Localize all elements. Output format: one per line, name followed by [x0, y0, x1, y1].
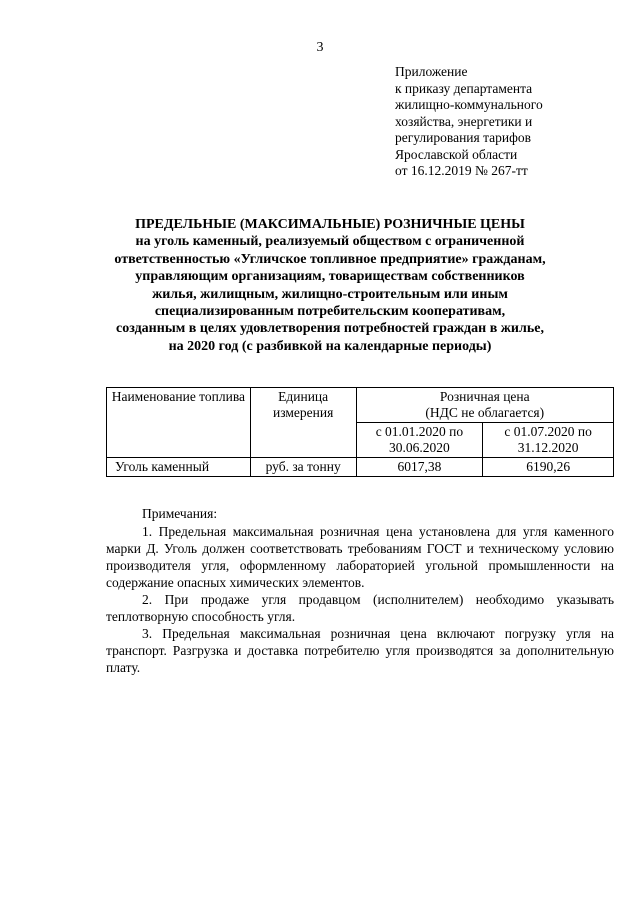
appendix-line: хозяйства, энергетики и — [395, 113, 533, 129]
notes-heading: Примечания: — [142, 506, 218, 521]
table-row — [107, 458, 614, 477]
appendix-block — [395, 64, 543, 180]
title-line: специализированным потребительским кооперативам, — [154, 304, 506, 320]
cell-price-2: 6190,26 — [483, 458, 614, 477]
header-vat-label: (НДС не облагается) — [425, 405, 545, 420]
title-line: ПРЕДЕЛЬНЫЕ (МАКСИМАЛЬНЫЕ) РОЗНИЧНЫЕ ЦЕНЫ — [135, 217, 525, 232]
notes-section — [106, 505, 614, 676]
appendix-line: Приложение — [395, 64, 468, 79]
title-line: жилья, жилищным, жилищно-строительным или иным — [152, 286, 508, 302]
note-item: 1. Предельная максимальная розничная цена установлена для угля каменного марки Д. Уголь должен соответствовать требованиям ГОСТ и техническому условию производителя угля, оформленному лабораторией угольной промышленности на содержание опасных химических элементов. — [106, 524, 614, 590]
title-line: управляющим организациям, товариществам собственников — [135, 269, 525, 285]
header-price — [356, 388, 613, 423]
cell-price-1: 6017,38 — [356, 458, 483, 477]
header-period-2: с 01.07.2020 по 31.12.2020 — [483, 423, 614, 458]
header-price-label: Розничная цена — [439, 389, 530, 404]
title-line: на уголь каменный, реализуемый обществом с ограниченной — [135, 234, 525, 250]
header-unit: Единица измерения — [250, 388, 356, 458]
page-number: 3 — [316, 40, 324, 55]
appendix-line: регулирования тарифов — [395, 130, 532, 145]
appendix-line: жилищно-коммунального — [395, 97, 543, 112]
price-table — [106, 387, 614, 477]
cell-unit: руб. за тонну — [250, 458, 356, 477]
document-title — [70, 216, 590, 355]
appendix-line: Ярославской области — [395, 146, 518, 162]
appendix-line: к приказу департамента — [395, 80, 533, 96]
title-line: на 2020 год (с разбивкой на календарные периоды) — [168, 338, 492, 354]
note-item: 3. Предельная максимальная розничная цена включают погрузку угля на транспорт. Разгрузка и доставка потребителю угля производятся за дополнительную плату. — [106, 626, 614, 675]
cell-fuel: Уголь каменный — [107, 458, 251, 477]
appendix-line: от 16.12.2019 № 267-тт — [395, 163, 528, 178]
header-fuel: Наименование топлива — [107, 388, 251, 458]
title-line: ответственностью «Угличское топливное предприятие» гражданам, — [114, 251, 546, 267]
title-line: созданным в целях удовлетворения потребностей граждан в жилье, — [116, 321, 544, 337]
header-period-1: с 01.01.2020 по 30.06.2020 — [356, 423, 483, 458]
note-item: 2. При продаже угля продавцом (исполнителем) необходимо указывать теплотворную способность угля. — [106, 592, 614, 624]
